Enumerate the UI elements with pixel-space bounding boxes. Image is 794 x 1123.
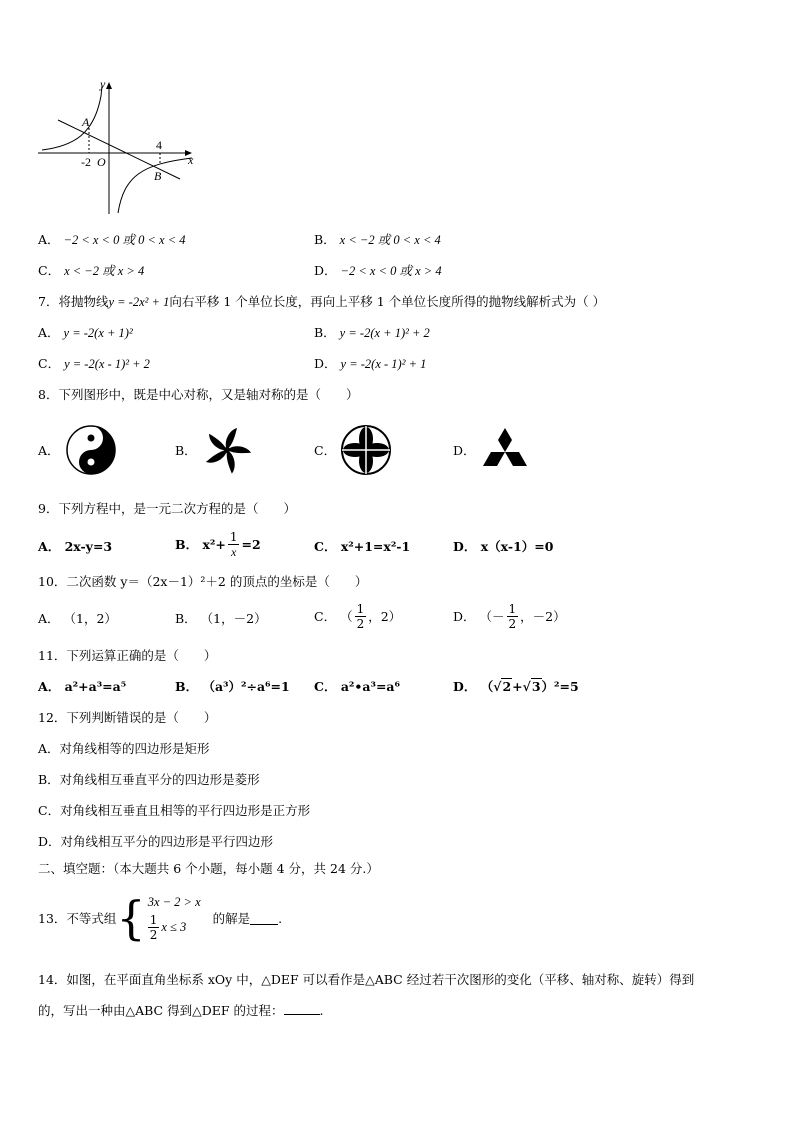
q7-option-b: B． y = -2(x + 1)² + 2 [314,325,430,340]
q11-stem: 11．下列运算正确的是（ ） [38,648,217,663]
q8-option-b: B． [175,424,253,476]
q12-option-a: A．对角线相等的四边形是矩形 [38,741,210,756]
q11-option-c: C． a²•a³=a⁶ [314,679,400,694]
q13: 13．不等式组 { 3x − 2 > x $\frac{1}{2}$ x ≤ 3 的解是 . [38,891,283,945]
point-a-label: A [82,115,90,129]
y-axis-arrow [106,82,112,89]
pinwheel-flower-icon [201,424,253,476]
q8-option-c: C． [314,424,392,476]
q8-option-d: D． [453,424,531,476]
q11-option-b: B． （a³）²÷a⁶=1 [175,679,290,694]
q9-option-c: C． x²+1=x²-1 [314,539,411,554]
q9-option-d: D． x（x-1）=0 [453,539,554,554]
q14-answer-blank[interactable] [284,1002,320,1015]
q6-option-a: A． −2 < x < 0 或 0 < x < 4 [38,232,186,247]
q7-option-d: D． y = -2(x - 1)² + 1 [314,356,427,371]
section-2-title: 二、填空题：（本大题共 6 个小题，每小题 4 分，共 24 分.） [38,861,379,876]
hyperbola-branch-right [118,158,192,213]
q6-option-d: D． −2 < x < 0 或 x > 4 [314,263,442,278]
x-label: x [188,153,194,167]
q6-option-b: B． x < −2 或 0 < x < 4 [314,232,441,247]
q14-line2: 的，写出一种由△ABC 得到△DEF 的过程： . [38,1003,324,1018]
q11-option-a: A． a²+a³=a⁵ [38,679,127,694]
tick-4-label: 4 [156,138,162,152]
three-diamonds-icon [479,424,531,476]
q12-stem: 12．下列判断错误的是（ ） [38,710,217,725]
point-b-label: B [154,169,162,183]
q10-option-a: A． （1，2） [38,611,117,626]
function-graph [34,76,204,218]
q10-option-d: D． （－ $\frac{1}{2}$ ，－2） [453,601,566,631]
q7-stem: 7．将抛物线y = -2x² + 1向右平移 1 个单位长度，再向上平移 1 个单位长度所得的抛物线解析式为（ ） [38,294,606,309]
q10-option-b: B． （1，－2） [175,611,267,626]
q9-stem: 9．下列方程中，是一元二次方程的是（ ） [38,501,296,516]
q7-option-c: C． y = -2(x - 1)² + 2 [38,356,150,371]
q12-option-d: D．对角线相互平分的四边形是平行四边形 [38,834,274,849]
q8-option-a: A． [38,424,117,476]
q11-option-d: D． （√2+√3）²=5 [453,679,579,694]
hyperbola-branch-left [42,86,102,150]
q8-stem: 8．下列图形中，既是中心对称，又是轴对称的是（ ） [38,387,359,402]
q12-option-c: C．对角线相互垂直且相等的平行四边形是正方形 [38,803,311,818]
q13-answer-blank[interactable] [250,912,278,925]
q9-option-a: A． 2x-y=3 [38,539,113,554]
q6-option-c: C． x < −2 或 x > 4 [38,263,145,278]
origin-label: O [97,155,106,169]
q14-line1: 14．如图，在平面直角坐标系 xOy 中，△DEF 可以看作是△ABC 经过若干次图形的变化（平移、轴对称、旋转）得到 [38,972,695,987]
q10-stem: 10．二次函数 y＝（2x－1）²＋2 的顶点的坐标是（ ） [38,574,368,589]
yin-yang-icon [65,424,117,476]
four-petal-circle-icon [340,424,392,476]
tick-neg2-label: -2 [81,155,91,169]
q7-option-a: A． y = -2(x + 1)² [38,325,133,340]
y-label: y [100,77,106,91]
q10-option-c: C． （ $\frac{1}{2}$ ，2） [314,601,402,631]
q9-option-b: B． x²+ $\frac{1}{x}$ =2 [175,529,261,559]
q12-option-b: B．对角线相互垂直平分的四边形是菱形 [38,772,260,787]
inequality-system: { 3x − 2 > x $\frac{1}{2}$ x ≤ 3 [116,891,201,945]
